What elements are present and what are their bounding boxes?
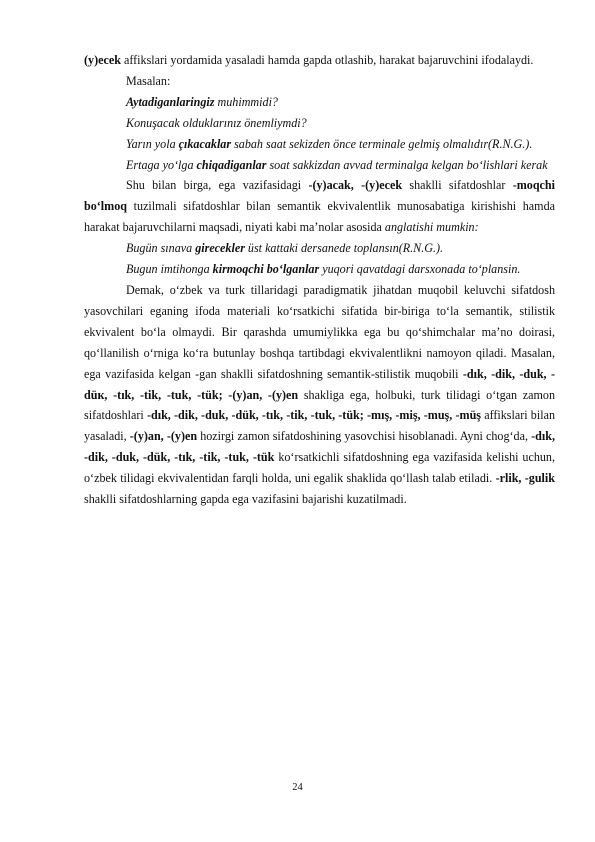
example-uzbek-3: Bugun imtihonga kirmoqchi bo‘lganlar yuqori qavatdagi darsxonada to‘plansin. — [126, 262, 521, 277]
paragraph-equivalence: Shu bilan birga, ega vazifasidagi -(y)acak, -(y)ecek shaklli sifatdoshlar -moqchi bo‘lmoq tuzilmali sifatdoshlar bilan semantik ekvivalentlik munosabatiga kirishishi hamda harakat bajaruvchilarni maqsadi, niyati kabi ma’nolar asosida anglatishi mumkin: — [84, 178, 556, 235]
paragraph-example-intro: Masalan: — [126, 73, 171, 88]
example-uzbek-1: Aytadiganlaringiz muhimmidi? — [126, 94, 278, 109]
body-text — [84, 50, 555, 510]
affix-term: (y)ecek — [84, 53, 121, 67]
paragraph-conclusion: Demak, o‘zbek va turk tillaridagi paradigmatik jihatdan muqobil keluvchi sifatdosh yasovchilari eganing ifoda materiali ko‘rsatkichi sifatida bir-biriga to‘la semantik, stilistik ekvivalent bo‘la olmaydi. Bir qarashda umumiylikka ega bu qo‘shimchalar ma’no doirasi, qo‘llanilish o‘rniga ko‘ra butunlay boshqa tartibdagi ekvivalentlikni namoyon qiladi. Masalan, ega vazifasida kelgan -gan shaklli sifatdoshning semantik-stilistik muqobili -dık, -dik, -duk, - düк, -tık, -tik, -tuk, -tük; -(y)an, -(y)en shakliga ega, holbuki, turk tilidagi o‘tgan zamon sifatdoshlari -dık, -dik, -duk, -dük, -tık, -tik, -tuk, -tük; -mış, -miş, -muş, -müş affikslari bilan yasaladi, -(y)an, -(y)en hozirgi zamon sifatdoshining yasovchisi hisoblanadi. Ayni chog‘da, -dık, -dik, -duk, -dük, -tık, -tik, -tuk, -tük ko‘rsatkichli sifatdoshning ega vazifasida kelishi uchun, o‘zbek tilidagi ekvivalentidan farqli holda, uni egalik shaklida qo‘llash talab etiladi. -rlik, -gulik shaklli sifatdoshlarning gapda ega vazifasini bajarishi kuzatilmadi. — [84, 282, 556, 507]
example-turkish-2: Yarın yola çıkacaklar sabah saat sekizden önce terminale gelmiş olmalıdır(R.N.G.). — [126, 136, 533, 151]
paragraph-1: (y)ecek affikslari yordamida yasaladi hamda gapda otlashib, harakat bajaruvchini ifodalaydi. — [84, 53, 534, 67]
example-uzbek-2: Ertaga yo‘lga chiqadiganlar soat sakkizdan avvad terminalga kelgan bo‘lishlari kerak — [126, 157, 548, 172]
page-number: 24 — [292, 782, 303, 793]
example-turkish-3: Bugün sınava girecekler üst kattaki dersanede toplansın(R.N.G.). — [126, 241, 444, 256]
example-turkish-1: Konuşacak olduklarınız önemliymdi? — [126, 115, 307, 130]
